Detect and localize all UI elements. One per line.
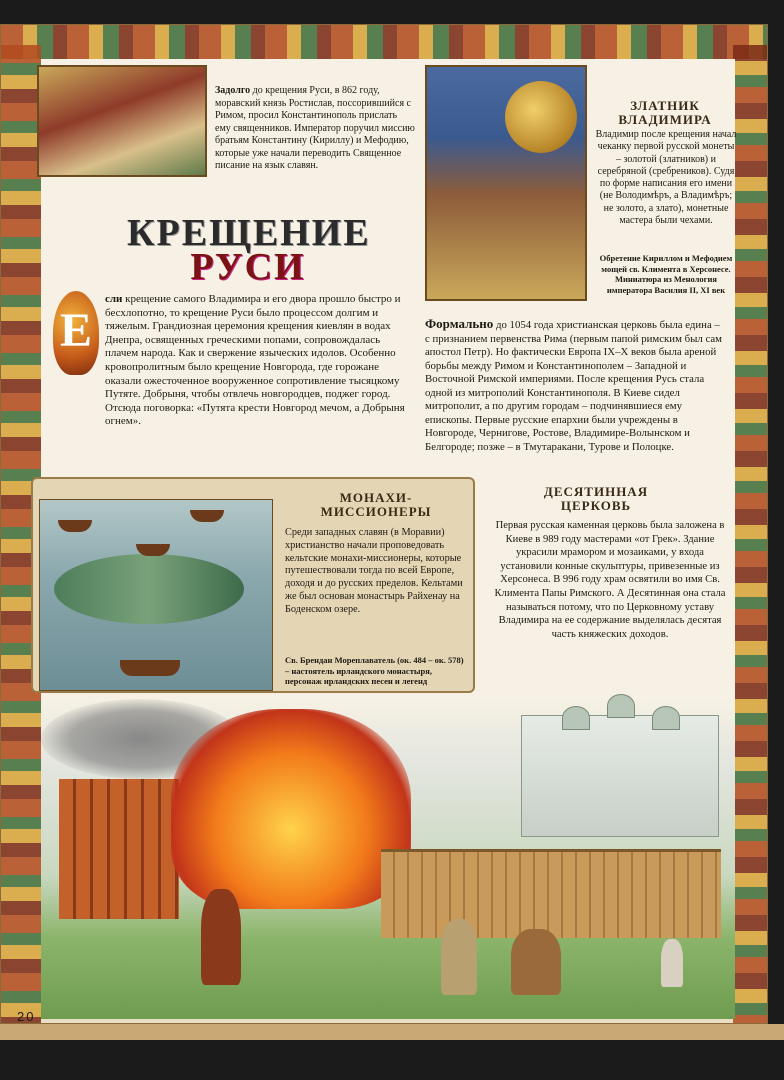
dome-image bbox=[652, 706, 680, 730]
zlatnik-paragraph: Владимир после крещения начал чеканку первой русской монеты – золотой (златников) и серебряной (сребреников). Судя по форме написания его имени (не Володимѣръ, а Владимѣръ; не золото, а злато), монетные мастера были чехами. bbox=[595, 129, 737, 227]
formally-text: до 1054 года христианская церковь была едина – с признанием первенства Рима (первым папой римским был сам апостол Петр). Но фактически Европа IX–X веков была ареной борьбы между Римом и Константинополем – Западной и Восточной Римской империями. После крещения Русь стала одной из митрополий Константинополя. В Киеве сидел митрополит, а по другим городам – подчинявшиеся ему епископы. Первые русские епархии были учреждены в Новгороде, Чернигове, Ростове, Владимире-Волынском и Белгороде; позже – в Тмутаракани, Турове и Полоцке. bbox=[425, 319, 722, 453]
townsman-figure bbox=[441, 919, 477, 995]
ornament-border-right bbox=[733, 45, 767, 1024]
page-title-line2: РУСИ bbox=[190, 246, 306, 288]
fire-image bbox=[171, 709, 411, 909]
intro-lead: Задолго bbox=[215, 85, 251, 96]
monks-heading bbox=[291, 491, 461, 519]
book-edge bbox=[0, 1024, 784, 1040]
intro-paragraph bbox=[215, 85, 415, 173]
villager-figure bbox=[661, 939, 683, 987]
monks-heading-line2: МИССИОНЕРЫ bbox=[320, 504, 432, 519]
zlatnik-heading-line1: ЗЛАТНИК bbox=[630, 98, 700, 113]
ship-image bbox=[190, 510, 224, 522]
zlatnik-coin-image bbox=[505, 81, 577, 153]
desyatinnaya-heading-line2: ЦЕРКОВЬ bbox=[560, 498, 632, 513]
dome-image bbox=[607, 694, 635, 718]
kneeling-man-figure bbox=[511, 929, 561, 995]
zlatnik-heading-line2: ВЛАДИМИРА bbox=[618, 112, 712, 127]
fortress-wall-image bbox=[381, 849, 721, 938]
book-page bbox=[0, 24, 768, 1024]
page-number: 20 bbox=[17, 1009, 36, 1024]
formally-paragraph bbox=[425, 317, 727, 454]
dome-image bbox=[562, 706, 590, 730]
monks-heading-line1: МОНАХИ- bbox=[339, 490, 413, 505]
desyatinnaya-heading bbox=[521, 485, 671, 513]
main-text: крещение самого Владимира и его двора прошло быстро и бесхлопотно, то крещение Руси было процессом долгим и тяжелым. Грандиозная церемония крещения киевлян в водах Днепра, освященных греческими попами, сопровождалась плачем народа. Как и свержение языческих идолов. Особенно кровопролитным было крещение Новгорода, где горожане оказали ожесточенное вооруженное сопротивление тысяцкому Путяте. Добрыня, чтобы отвлечь новгородцев, поджег город. Отсюда поговорка: «Путята крести Новгород мечом, а Добрыня огнем». bbox=[105, 293, 405, 428]
monks-caption: Св. Брендан Мореплаватель (ок. 484 – ок. 578) – настоятель ирландского монастыря, персонаж ирландских песен и легенд bbox=[285, 655, 464, 686]
baptism-miniature-image bbox=[37, 65, 207, 177]
ship-image bbox=[58, 520, 92, 532]
formally-lead: Формально bbox=[425, 316, 494, 331]
desyatinnaya-heading-line1: ДЕСЯТИННАЯ bbox=[543, 484, 649, 499]
ornament-border-top bbox=[1, 25, 768, 59]
zlatnik-caption: Обретение Кириллом и Мефодием мощей св. Климента в Херсонесе. Миниатюра из Менология императора Василия II, XI век bbox=[599, 253, 733, 295]
pagan-idols-image bbox=[59, 779, 179, 919]
monks-paragraph: Среди западных славян (в Моравии) христианство начали проповедовать кельтские монахи-миссионеры, которые путешествовали тогда по всей Европе, доходя и до русских пределов. Кельтами же был основан монастырь Райхенау на Боденском озере. bbox=[285, 527, 463, 615]
zlatnik-heading bbox=[595, 99, 735, 127]
saints-miniature-image bbox=[425, 65, 587, 301]
intro-text: до крещения Руси, в 862 году, моравский князь Ростислав, поссорившийся с Римом, просил Константинополь прислать ему священников. Император поручил миссию братьям Константину (Кириллу) и Мефодию, которые уже начали переводить Священное писание на язык славян. bbox=[215, 85, 415, 171]
dropcap-letter: Е bbox=[53, 291, 99, 375]
st-brendan-voyage-image bbox=[39, 499, 273, 691]
sea-serpent-image bbox=[54, 554, 244, 624]
burning-idols-scene-image bbox=[41, 699, 735, 1019]
warrior-figure bbox=[201, 889, 241, 985]
desyatinnaya-paragraph: Первая русская каменная церковь была заложена в Киеве в 989 году мастерами «от Грек». Здание украсили мрамором и мозаиками, у входа установили конные скульптуры, привезенные из Херсонеса. В 996 году храм освятили во имя Св. Климента Папы Римского. А Десятинная она стала называться потому, что по Церковному уставу Владимира на ее содержание выделялась десятая часть княжеских доходов. bbox=[494, 520, 726, 640]
main-lead: сли bbox=[105, 293, 123, 305]
page-title-line1: КРЕЩЕНИЕ bbox=[127, 212, 371, 254]
tithe-church-image bbox=[521, 715, 719, 837]
main-paragraph bbox=[105, 293, 405, 429]
brendan-boat-image bbox=[120, 660, 180, 676]
